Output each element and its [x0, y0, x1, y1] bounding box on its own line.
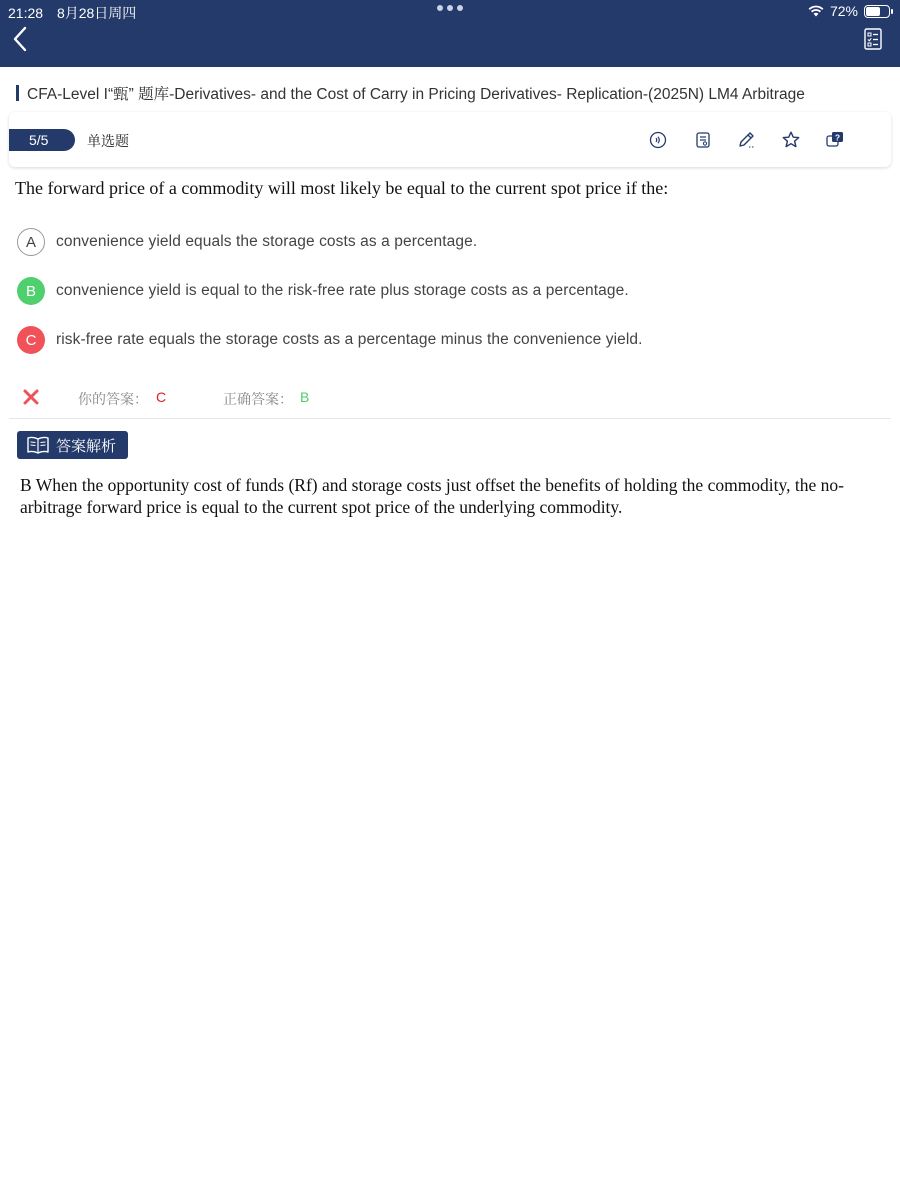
option-a-letter: A [17, 228, 45, 256]
correct-answer-value: B [300, 389, 310, 405]
back-button[interactable] [10, 26, 32, 52]
answer-result [20, 386, 880, 408]
title-accent-bar [16, 85, 19, 101]
your-answer-value: C [156, 389, 167, 405]
analysis-tag [17, 431, 128, 459]
option-c[interactable] [17, 326, 887, 354]
book-icon [26, 435, 50, 455]
notes-icon[interactable] [693, 130, 713, 150]
option-c-letter: C [17, 326, 45, 354]
battery-percent: 72% [829, 3, 858, 19]
analysis-text: B When the opportunity cost of funds (Rf) and storage costs just offset the benefits of holding the commodity, the no-arbitrage forward price is equal to the current spot price of the underlying commodity. [20, 475, 844, 517]
status-date: 8月28日周四 [56, 5, 137, 21]
option-a-text: convenience yield equals the storage costs as a percentage. [56, 233, 478, 250]
answer-sheet-icon[interactable] [864, 28, 882, 50]
question-text: The forward price of a commodity will most likely be equal to the current spot price if the: [15, 178, 669, 198]
option-c-text: risk-free rate equals the storage costs as a percentage minus the convenience yield. [56, 331, 643, 348]
status-time: 21:28 [8, 5, 44, 21]
breadcrumb-text: CFA-Level I“甄” 题库-Derivatives- and the Cost of Carry in Pricing Derivatives- Replication-(2025N) LM4 Arbitrage [27, 86, 805, 103]
multitask-dots-icon[interactable] [437, 5, 463, 11]
battery-icon [864, 5, 890, 18]
favorite-star-icon[interactable] [781, 130, 801, 150]
edit-pencil-icon[interactable] [737, 130, 757, 150]
analysis-tag-label: 答案解析 [56, 437, 117, 455]
question-help-icon[interactable] [825, 130, 845, 150]
svg-text:?: ? [834, 132, 841, 143]
top-bar [0, 0, 900, 67]
option-b[interactable] [17, 277, 887, 305]
correct-answer-label: 正确答案： [223, 391, 293, 407]
wrong-cross-icon [22, 388, 40, 406]
section-divider [9, 418, 891, 419]
your-answer-label: 你的答案： [78, 391, 148, 407]
wifi-icon [808, 5, 824, 17]
breadcrumb [16, 82, 886, 104]
option-b-letter: B [17, 277, 45, 305]
question-toolbar [9, 112, 891, 167]
option-a[interactable] [17, 228, 887, 256]
status-time-date [8, 3, 146, 23]
question-type: 单选题 [87, 133, 129, 149]
option-b-text: convenience yield is equal to the risk-free rate plus storage costs as a percentage. [56, 282, 629, 299]
question-progress: 5/5 [9, 129, 75, 151]
audio-icon[interactable] [648, 130, 668, 150]
status-right [808, 3, 890, 19]
